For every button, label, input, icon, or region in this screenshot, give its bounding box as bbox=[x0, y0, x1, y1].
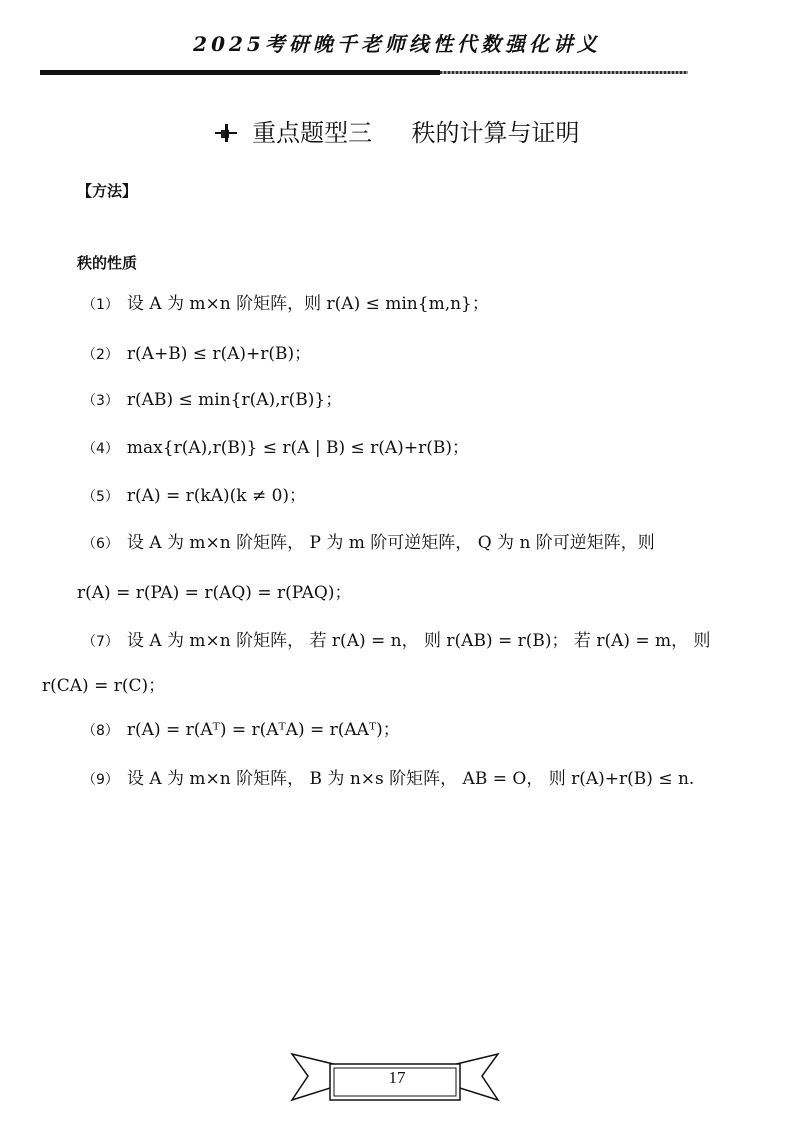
property-line bbox=[82, 385, 342, 410]
property-line bbox=[82, 433, 469, 458]
item-text: 设 A 为 m×n 阶矩阵， B 为 n×s 阶矩阵， AB = O， 则 r(A)+r(B) ≤ n. bbox=[126, 769, 695, 789]
page-number: 17 bbox=[388, 1068, 406, 1087]
item-number: （9） bbox=[82, 772, 119, 788]
header-rule bbox=[40, 70, 688, 74]
section-title bbox=[0, 113, 794, 148]
item-text: r(A) = r(kA)(k ≠ 0)； bbox=[126, 486, 307, 506]
page-header bbox=[0, 28, 794, 57]
item-text: r(CA) = r(C)； bbox=[42, 676, 166, 696]
property-line bbox=[82, 339, 311, 364]
property-line bbox=[82, 626, 711, 651]
item-number: （5） bbox=[82, 489, 119, 505]
property-line bbox=[82, 481, 306, 506]
item-number: （8） bbox=[82, 723, 119, 739]
item-text: 设 A 为 m×n 阶矩阵， 若 r(A) = n， 则 r(AB) = r(B)； 若 r(A) = m， 则 bbox=[126, 631, 711, 651]
property-line-continuation bbox=[77, 578, 351, 603]
header-rule-thick bbox=[40, 70, 440, 75]
property-line bbox=[82, 715, 400, 740]
method-label: 【方法】 bbox=[77, 182, 138, 200]
header-title: 2025考研晚千老师线性代数强化讲义 bbox=[193, 32, 601, 56]
item-text: r(AB) ≤ min{r(A),r(B)}； bbox=[126, 390, 343, 410]
property-line bbox=[82, 764, 694, 789]
item-text: 设 A 为 m×n 阶矩阵， P 为 m 阶可逆矩阵， Q 为 n 阶可逆矩阵，则 bbox=[126, 533, 655, 553]
property-line bbox=[82, 289, 489, 314]
item-number: （4） bbox=[82, 441, 119, 457]
item-text: r(A) = r(PA) = r(AQ) = r(PAQ)； bbox=[77, 583, 352, 603]
subheading-rank-properties: 秩的性质 bbox=[77, 254, 138, 272]
item-text: max{r(A),r(B)} ≤ r(A | B) ≤ r(A)+r(B)； bbox=[126, 438, 469, 458]
header-rule-thin bbox=[440, 71, 688, 74]
section-marker-icon bbox=[215, 120, 237, 148]
item-text: r(A) = r(Aᵀ) = r(AᵀA) = r(AAᵀ)； bbox=[126, 720, 400, 740]
property-line-continuation bbox=[42, 671, 165, 696]
item-number: （2） bbox=[82, 347, 119, 363]
item-number: （3） bbox=[82, 393, 119, 409]
section-title-sub: 秩的计算与证明 bbox=[411, 119, 580, 147]
item-text: 设 A 为 m×n 阶矩阵，则 r(A) ≤ min{m,n}； bbox=[126, 294, 489, 314]
item-number: （6） bbox=[82, 536, 119, 552]
item-text: r(A+B) ≤ r(A)+r(B)； bbox=[126, 344, 312, 364]
property-line bbox=[82, 528, 655, 553]
item-number: （1） bbox=[82, 297, 119, 313]
section-title-main: 重点题型三 bbox=[252, 119, 373, 147]
item-number: （7） bbox=[82, 634, 119, 650]
